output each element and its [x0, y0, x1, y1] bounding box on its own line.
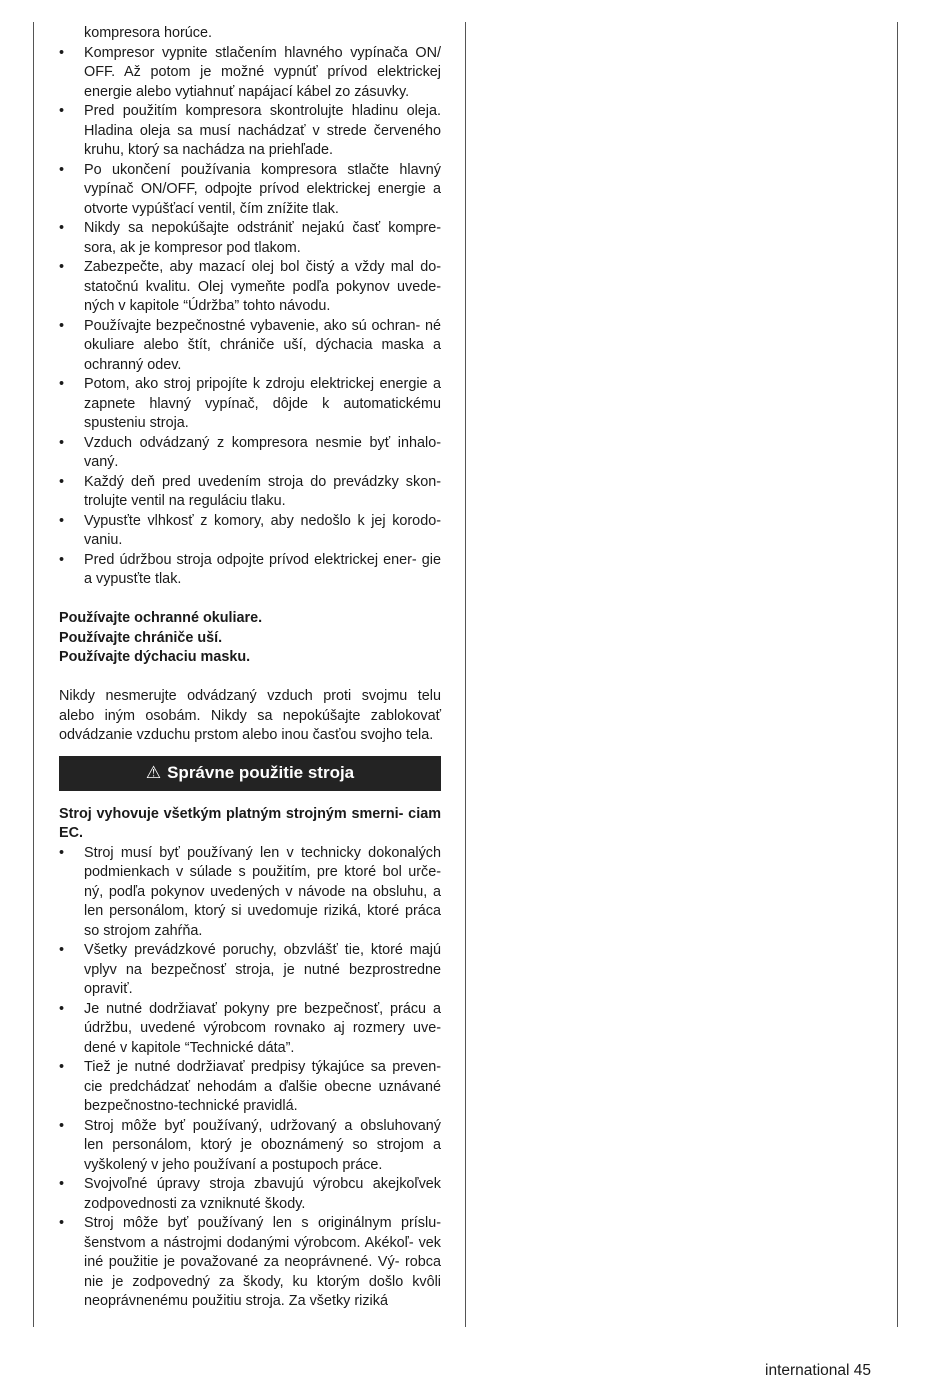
bold-note-line: Používajte dýchaciu masku.: [59, 649, 251, 665]
warning-triangle-icon: ⚠: [145, 763, 162, 783]
list-item: • Po ukončení používania kompresora stlačte hlavný vypínač ON/OFF, odpojte prívod elektrickej energie a otvorte vypúšťací ventil, čím znížite tlak.: [59, 161, 441, 220]
list-item: • Kompresor vypnite stlačením hlavného vypínača ON/ OFF. Až potom je možné vypnúť prívod elektrickej energie alebo vytiahnuť napájací kábel zo zásuvky.: [59, 44, 441, 103]
section-title: Správne použitie stroja: [167, 763, 355, 783]
list-item: • Vypusťte vlhkosť z komory, aby nedošlo k jej korodo- vaniu.: [59, 512, 441, 551]
page-footer: international 45: [765, 1362, 871, 1379]
bold-note-line: Používajte chrániče uší.: [59, 629, 223, 646]
protective-equipment-notes: [59, 609, 441, 668]
list-item: • Všetky prevádzkové poruchy, obzvlášť tie, ktoré majú vplyv na bezpečnosť stroja, je nutné bezprostredne opraviť.: [59, 941, 441, 1000]
list-item: • Potom, ako stroj pripojíte k zdroju elektrickej energie a zapnete hlavný vypínač, dôjde k automatickému spusteniu stroja.: [59, 375, 441, 434]
warning-paragraph: Nikdy nesmerujte odvádzaný vzduch proti svojmu telu alebo iným osobám. Nikdy sa nepokúšajte zablokovať odvádzanie vzduchu prstom alebo inou časťou svojho tela.: [59, 688, 441, 743]
section-header: [59, 756, 441, 791]
ec-compliance-statement: Stroj vyhovuje všetkým platným strojným smerni- ciam EC.: [59, 805, 441, 841]
list-item: • Stroj môže byť používaný, udržovaný a obsluhovaný len personálom, ktorý je oboznámený so strojom a vyškolený v jeho používaní a postupoch práce.: [59, 1117, 441, 1176]
list-item: • Pred použitím kompresora skontrolujte hladinu oleja. Hladina oleja sa musí nachádzať v strede červeného kruhu, ktorý sa nachádza na priehľade.: [59, 102, 441, 161]
list-item: • Každý deň pred uvedením stroja do prevádzky skon- trolujte ventil na reguláciu tlaku.: [59, 473, 441, 512]
list-item: • Tiež je nutné dodržiavať predpisy týkajúce sa preven- cie predchádzať nehodám a ďalšie obecne uznávané bezpečnostno-technické pravidlá.: [59, 1058, 441, 1117]
list-item: • Stroj musí byť používaný len v technicky dokonalých podmienkach v súlade s použitím, pre ktoré bol urče- ný, podľa pokynov uvedených v návode na obsluhu, a len personálom, ktorý si uvedomuje riziká, ktoré práca so strojom zahŕňa.: [59, 844, 441, 942]
proper-use-bullet-list: [59, 844, 441, 1312]
right-margin-rule: [897, 22, 898, 1327]
list-item: • Svojvoľné úpravy stroja zbavujú výrobcu akejkoľvek zodpovednosti za vzniknuté škody.: [59, 1175, 441, 1214]
list-item: • Zabezpečte, aby mazací olej bol čistý a vždy mal do- statočnú kvalitu. Olej vymeňte podľa pokynov uvede- ných v kapitole “Údržba” tohto návodu.: [59, 258, 441, 317]
list-item: • Stroj môže byť používaný len s originálnym príslu- šenstvom a nástrojmi dodanými výrobcom. Akékoľ- vek iné použitie je považované za neoprávnené. Vý- robca nie je zodpovedný za škody, ku ktorým došlo kvôli neoprávnenému použitiu stroja. Za všetky riziká: [59, 1214, 441, 1312]
list-item: • Používajte bezpečnostné vybavenie, ako sú ochran- né okuliare alebo štít, chrániče uší, dýchacia maska a ochranný odev.: [59, 317, 441, 376]
column-divider-rule: [465, 22, 466, 1327]
list-item: • Pred údržbou stroja odpojte prívod elektrickej ener- gie a vypusťte tlak.: [59, 551, 441, 590]
continuation-text: kompresora horúce.: [84, 25, 212, 41]
list-item: • Je nutné dodržiavať pokyny pre bezpečnosť, prácu a údržbu, uvedené výrobcom rovnako aj rozmery uve- dené v kapitole “Technické dáta”.: [59, 1000, 441, 1059]
list-item: • Nikdy sa nepokúšajte odstrániť nejakú časť kompre- sora, ak je kompresor pod tlakom.: [59, 219, 441, 258]
left-column: [59, 24, 441, 1312]
safety-bullet-list: [59, 44, 441, 590]
bold-note-line: Používajte ochranné okuliare.: [59, 610, 263, 626]
list-item: • Vzduch odvádzaný z kompresora nesmie byť inhalo- vaný.: [59, 434, 441, 473]
left-margin-rule: [33, 22, 34, 1327]
